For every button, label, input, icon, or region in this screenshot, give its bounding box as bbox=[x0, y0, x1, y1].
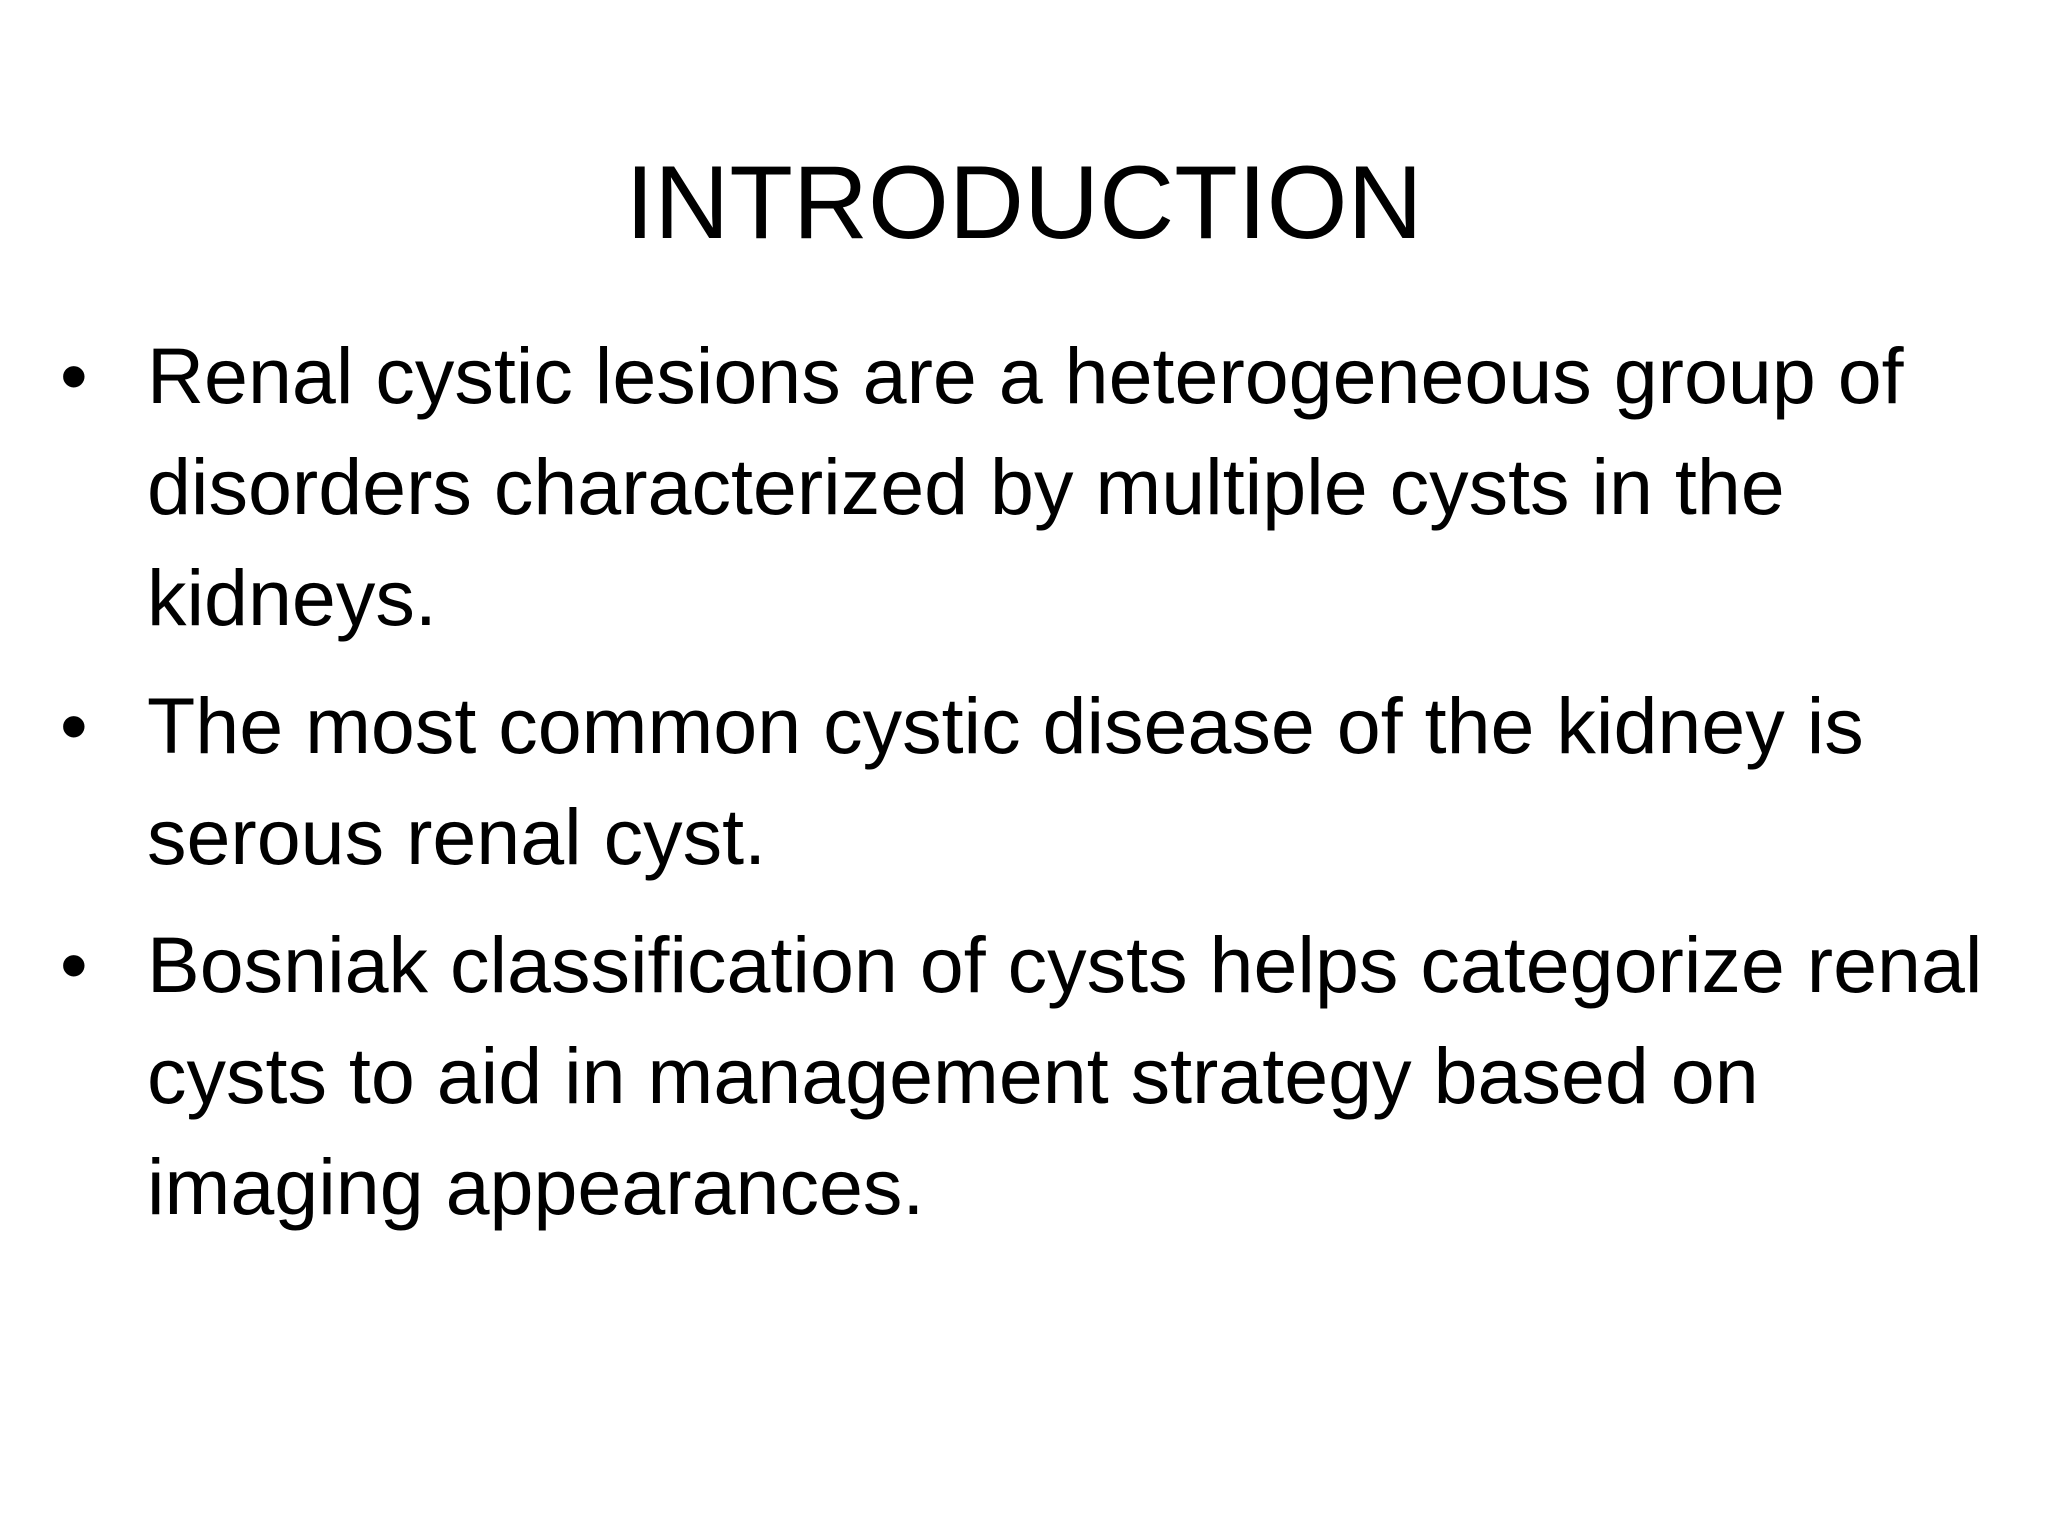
slide-title: INTRODUCTION bbox=[625, 145, 1423, 261]
bullet-item bbox=[60, 670, 2000, 892]
bullet-dot-icon: • bbox=[60, 920, 88, 1009]
bullet-dot-icon: • bbox=[60, 681, 88, 770]
bullet-list bbox=[60, 320, 2000, 1259]
bullet-text: Renal cystic lesions are a heterogeneous group of disorders characterized by multiple cysts in the kidneys. bbox=[147, 331, 1904, 642]
bullet-item bbox=[60, 909, 2000, 1242]
bullet-text: Bosniak classification of cysts helps categorize renal cysts to aid in management strategy based on imaging appearances. bbox=[147, 920, 1983, 1231]
bullet-item bbox=[60, 320, 2000, 653]
bullet-text: The most common cystic disease of the kidney is serous renal cyst. bbox=[147, 681, 1864, 881]
bullet-dot-icon: • bbox=[60, 331, 88, 420]
